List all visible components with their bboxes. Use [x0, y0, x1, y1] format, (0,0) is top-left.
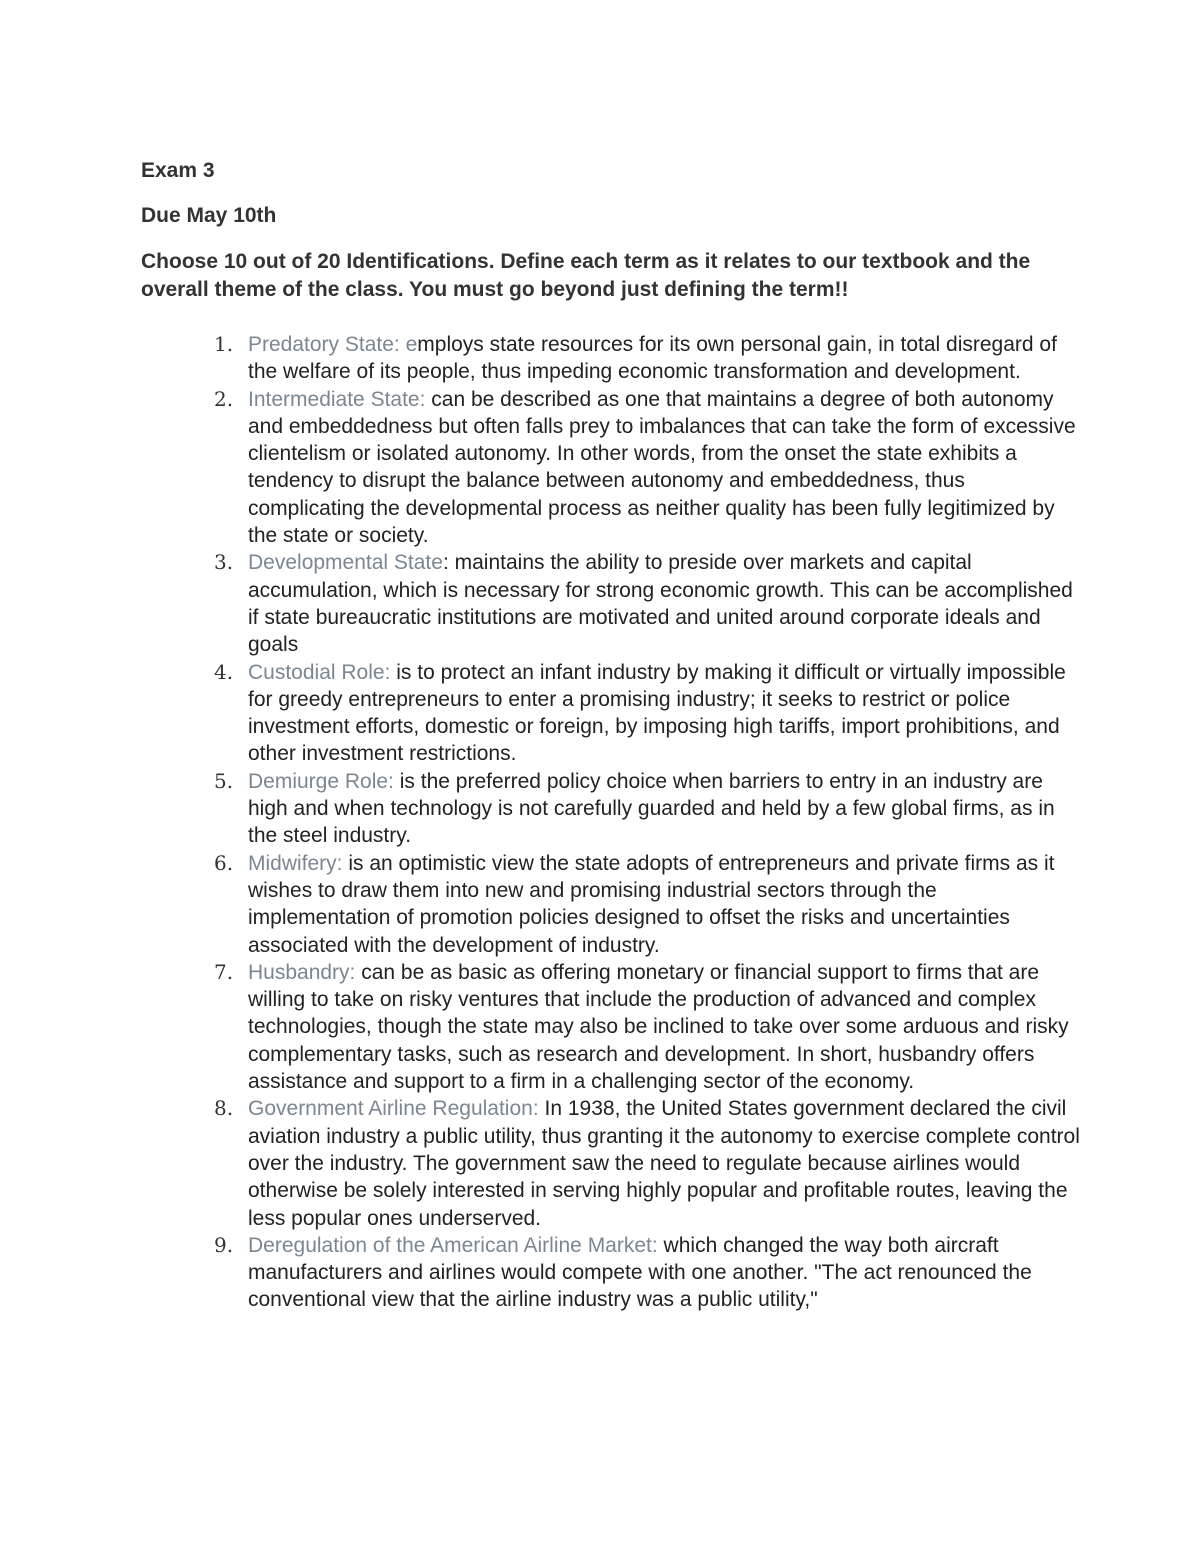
list-number: 5.	[214, 768, 234, 793]
list-number: 4.	[214, 659, 234, 684]
term-definition: can be described as one that maintains a degree of both autonomy and embeddedness but often falls prey to imbalances that can take the form of excessive clientelism or isolated autonomy. In other words, from the onset the state exhibits a tendency to disrupt the balance between autonomy and embeddedness, thus complicating the developmental process as neither quality has been fully legitimized by the state or society.	[248, 387, 1076, 548]
term-name: Husbandry:	[248, 960, 356, 984]
list-number: 7.	[214, 959, 234, 984]
due-date: Due May 10th	[141, 204, 277, 227]
term-definition: In 1938, the United States government declared the civil aviation industry a public utility, thus granting it the autonomy to exercise complete control over the industry. The government saw the need to regulate because airlines would otherwise be solely interested in serving highly popular and profitable routes, leaving the less popular ones underserved.	[248, 1097, 1080, 1230]
list-item	[200, 331, 1080, 386]
list-item	[200, 386, 1080, 550]
term-name: Demiurge Role:	[248, 769, 394, 793]
list-item	[200, 959, 1080, 1095]
list-number: 3.	[214, 550, 234, 575]
list-item	[200, 1232, 1080, 1314]
identification-list	[200, 331, 1080, 1314]
list-item	[200, 768, 1080, 850]
term-definition: can be as basic as offering monetary or financial support to firms that are willing to take on risky ventures that include the production of advanced and complex technologies, though the state may also be inclined to take over some arduous and risky complementary tasks, such as research and development. In short, husbandry offers assistance and support to a firm in a challenging sector of the economy.	[248, 960, 1069, 1094]
term-name: Developmental State	[248, 551, 443, 575]
instructions: Choose 10 out of 20 Identifications. Define each term as it relates to our textbook and the overall theme of the class. You must go beyond just defining the term!!	[141, 250, 1031, 301]
term-definition: is an optimistic view the state adopts of entrepreneurs and private firms as it wishes to draw them into new and promising industrial sectors through the implementation of promotion policies designed to offset the risks and uncertainties associated with the development of industry.	[248, 851, 1055, 957]
term-name: Midwifery:	[248, 851, 343, 875]
list-item	[200, 850, 1080, 959]
term-definition: is the preferred policy choice when barriers to entry in an industry are high and when technology is not carefully guarded and held by a few global firms, as in the steel industry.	[248, 769, 1055, 848]
term-name: Government Airline Regulation:	[248, 1097, 539, 1121]
term-definition: is to protect an infant industry by making it difficult or virtually impossible for greedy entrepreneurs to enter a promising industry; it seeks to restrict or police investment efforts, domestic or foreign, by imposing high tariffs, import prohibitions, and other investment restrictions.	[248, 660, 1066, 766]
list-item	[200, 659, 1080, 768]
term-definition: mploys state resources for its own personal gain, in total disregard of the welfare of its people, thus impeding economic transformation and development.	[248, 333, 1057, 384]
list-number: 9.	[214, 1232, 234, 1257]
term-name: Custodial Role:	[248, 660, 391, 684]
list-item	[200, 549, 1080, 658]
page-title: Exam 3	[141, 159, 215, 182]
term-name: Predatory State: e	[248, 333, 418, 356]
term-definition: which changed the way both aircraft manufacturers and airlines would compete with one another. "The act renounced the conventional view that the airline industry was a public utility,"	[248, 1233, 1032, 1312]
term-definition: : maintains the ability to preside over markets and capital accumulation, which is necessary for strong economic growth. This can be accomplished if state bureaucratic institutions are motivated and united around corporate ideals and goals	[248, 551, 1073, 657]
list-number: 2.	[214, 386, 234, 411]
list-item	[200, 1095, 1080, 1231]
list-number: 6.	[214, 850, 234, 875]
term-name: Intermediate State:	[248, 387, 426, 411]
list-number: 8.	[214, 1096, 234, 1121]
list-number: 1.	[214, 332, 234, 356]
term-name: Deregulation of the American Airline Market:	[248, 1233, 658, 1257]
